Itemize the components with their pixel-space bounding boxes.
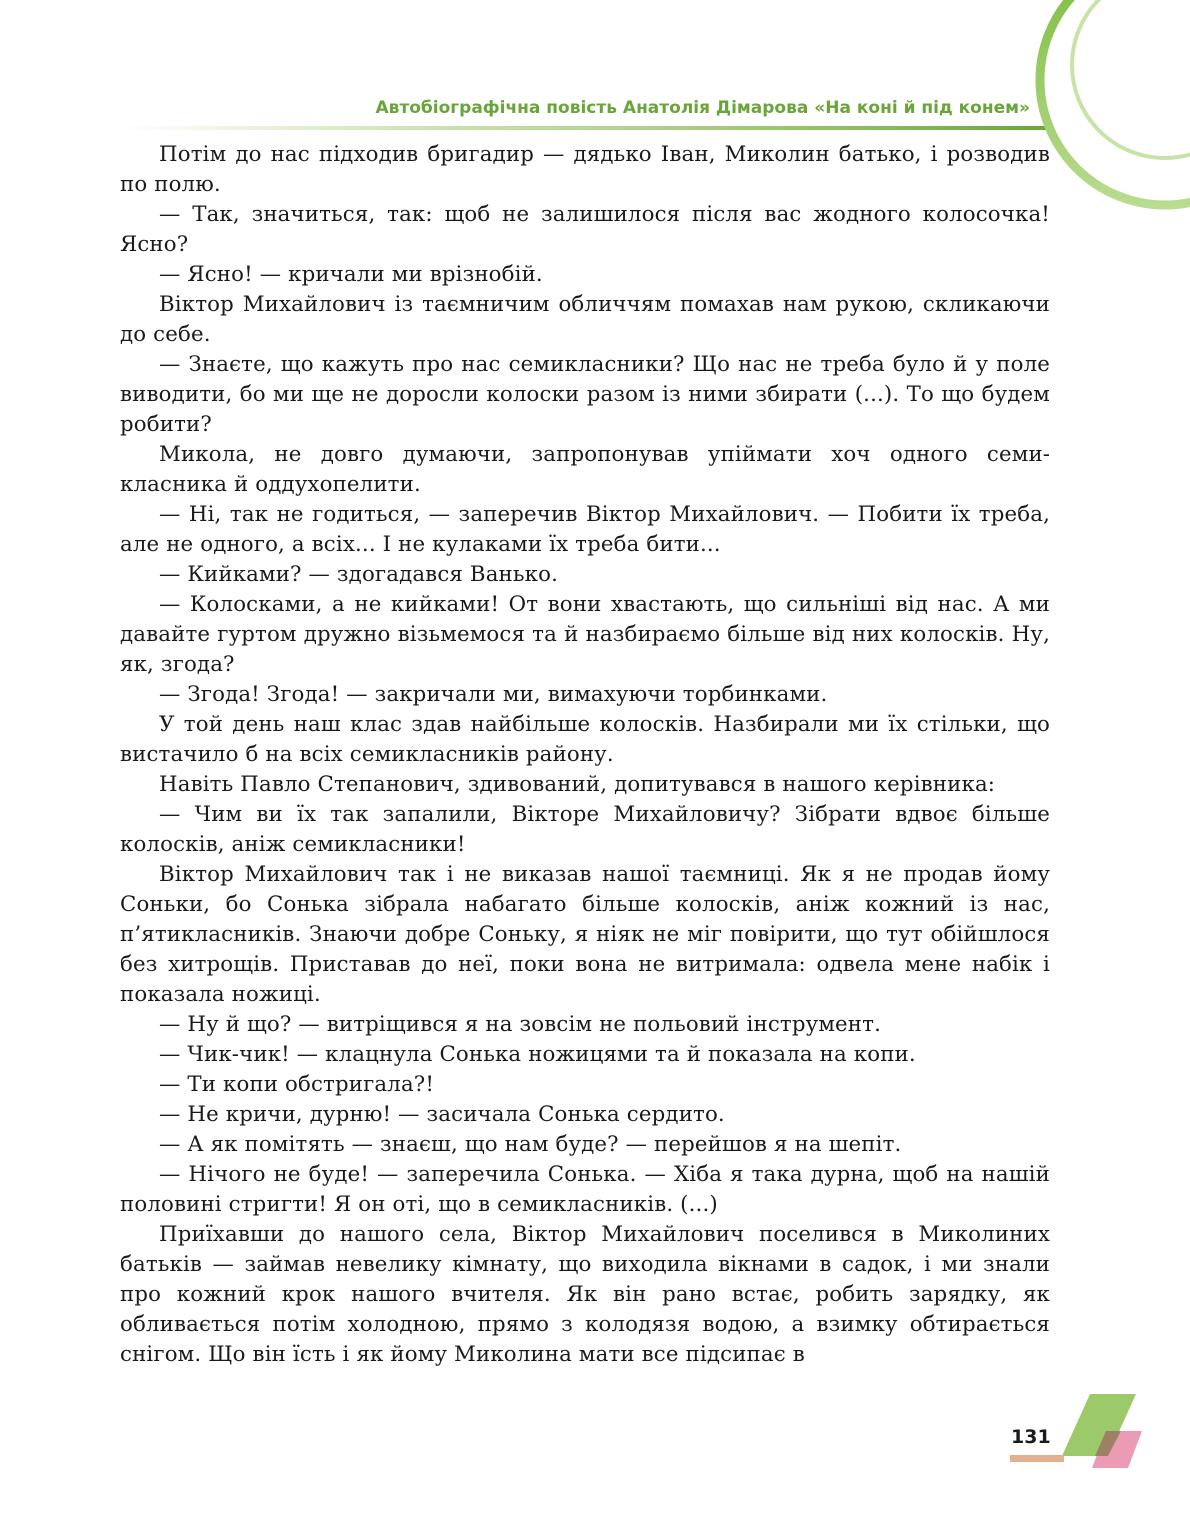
paragraph: — Ясно! — кричали ми врізнобій. bbox=[159, 262, 543, 287]
paragraph: — Нічого не буде! — заперечила Сонька. — Хіба я така дурна, щоб на нашій половині стригти! Я он оті, що в семикласників. (...) bbox=[120, 1162, 1050, 1217]
paragraph: — Ні, так не годиться, — заперечив Віктор Михайлович. — Побити їх треба, але не одного, а всіх... І не кулаками їх треба бити... bbox=[120, 502, 1050, 557]
paragraph: — Кийками? — здогадався Ванько. bbox=[159, 562, 558, 587]
header-rule bbox=[120, 126, 1050, 130]
paragraph: — Чик-чик! — клацнула Сонька ножицями та й показала на копи. bbox=[159, 1042, 916, 1067]
paragraph: — Знаєте, що кажуть про нас семикласники? Що нас не треба було й у поле виводити, бо ми ще не доросли колоски разом із ними збирати (...). То що будем робити? bbox=[120, 352, 1050, 437]
paragraph: Потім до нас підходив бригадир — дядько Іван, Миколин батько, і розводив по полю. bbox=[120, 142, 1050, 197]
paragraph: Навіть Павло Степанович, здивований, допитувався в нашого керівника: bbox=[159, 772, 996, 797]
paragraph: Приїхавши до нашого села, Віктор Михайлович поселився в Миколиних батьків — займав невелику кімнату, що виходила вікнами в садок, і ми знали про кожний крок нашого вчителя. Як він рано встає, робить зарядку, як обливається потім холодною, прямо з колодязя водою, а взимку обтирається снігом. Що він їсть і як йому Миколина мати все підсипає в bbox=[120, 1222, 1050, 1367]
paragraph: Віктор Михайлович так і не виказав нашої таємниці. Як я не продав йому Соньки, бо Сонька зібрала набагато більше колосків, аніж кожний із нас, п’ятикласників. Знаючи добре Соньку, я ніяк не міг повірити, що тут обійшлося без хитрощів. Приставав до неї, поки вона не витримала: одвела мене набік і показала ножиці. bbox=[120, 862, 1050, 1007]
paragraph: — Так, значиться, так: щоб не залишилося після вас жодного колосочка! Ясно? bbox=[120, 202, 1050, 257]
paragraph: Віктор Михайлович із таємничим обличчям помахав нам рукою, скликаючи до себе. bbox=[120, 292, 1050, 347]
main-text bbox=[120, 140, 1050, 1370]
paragraph: У той день наш клас здав найбільше колосків. Назбирали ми їх стільки, що вистачило б на всіх семикласників району. bbox=[120, 712, 1050, 767]
paragraph: — Ну й що? — витріщився я на зовсім не польовий інструмент. bbox=[159, 1012, 881, 1037]
paragraph: — Чим ви їх так запалили, Вікторе Михайловичу? Зібрати вдвоє більше колосків, аніж семикласники! bbox=[120, 802, 1050, 857]
page-number: 131 bbox=[1011, 1426, 1051, 1448]
paragraph: — Не кричи, дурню! — засичала Сонька сердито. bbox=[159, 1102, 725, 1127]
paragraph: — Ти копи обстригала?! bbox=[159, 1072, 435, 1097]
paragraph: — Згода! Згода! — закричали ми, вимахуючи торбинками. bbox=[159, 682, 828, 707]
paragraph: Микола, не довго думаючи, запропонував упіймати хоч одного семикласника й оддухопелити. bbox=[120, 442, 1050, 497]
running-header: Автобіографічна повість Анатолія Дімарова «На коні й під конем» bbox=[375, 98, 1030, 118]
paragraph: — Колосками, а не кийками! От вони хвастають, що сильніші від нас. А ми давайте гуртом дружно візьмемося та й назбираємо більше від них колосків. Ну, як, згода? bbox=[120, 592, 1050, 677]
paragraph: — А як помітять — знаєш, що нам буде? — перейшов я на шепіт. bbox=[159, 1132, 902, 1157]
corner-ring-ornament bbox=[1040, 0, 1190, 205]
